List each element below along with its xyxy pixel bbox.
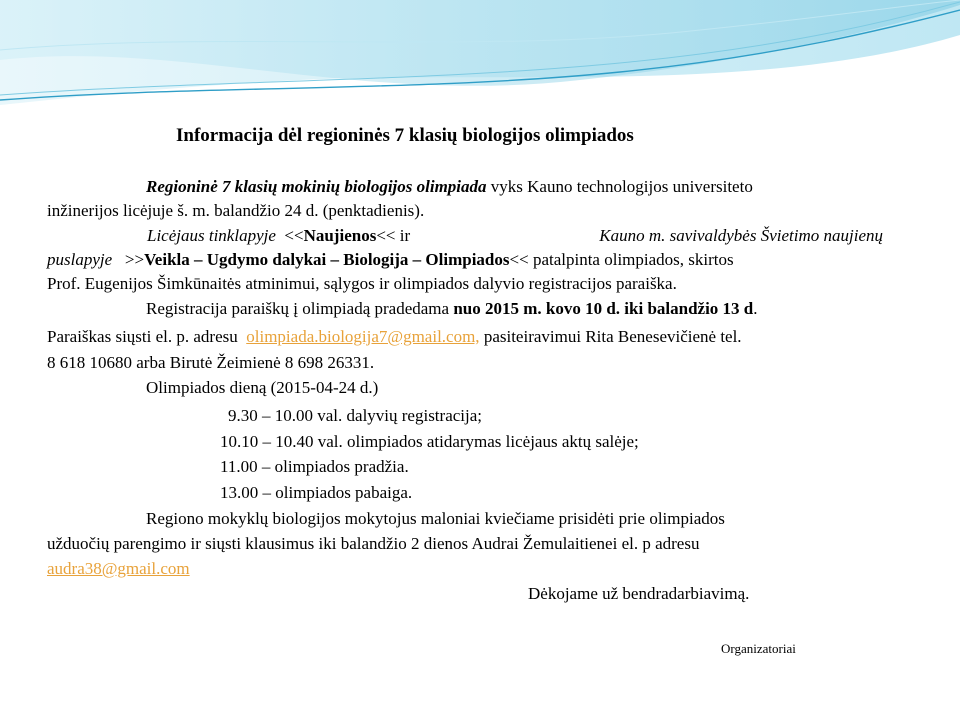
schedule-item: 9.30 – 10.00 val. dalyvių registracija; <box>228 406 482 425</box>
paragraph-2-line-1 <box>147 225 883 247</box>
news-section-label: Naujienos <box>303 226 377 245</box>
olympiad-day-heading: Olimpiados dieną (2015-04-24 d.) <box>146 378 379 397</box>
thanks-text: Dėkojame už bendradarbiavimą. <box>528 584 750 603</box>
page-text: puslapyje <box>47 250 113 269</box>
paragraph-3-line-3: 8 618 10680 arba Birutė Žeimienė 8 698 26331. <box>47 353 375 372</box>
email-intro: Paraiškas siųsti el. p. adresu <box>47 327 242 346</box>
registration-dates: nuo 2015 m. kovo 10 d. iki balandžio 13 d <box>453 299 754 318</box>
olympiad-email-link[interactable]: olimpiada.biologija7@gmail.com, <box>246 327 480 346</box>
olympiad-name: Regioninė 7 klasių mokinių biologijos olimpiada <box>146 177 487 196</box>
schedule-item: 11.00 – olimpiados pradžia. <box>220 457 409 476</box>
paragraph-2-line-2 <box>47 249 734 271</box>
paragraph-2-line-3: Prof. Eugenijos Šimkūnaitės atminimui, sąlygos ir olimpiados dalyvio registracijos paraiška. <box>47 274 677 293</box>
page-title: Informacija dėl regioninės 7 klasių biologijos olimpiados <box>176 125 634 146</box>
paragraph-1-line-2: inžinerijos licėjuje š. m. balandžio 24 d. (penktadienis). <box>47 201 425 220</box>
signature: Organizatoriai <box>721 641 796 656</box>
lyceum-website-text: Licėjaus tinklapyje <box>147 226 276 245</box>
schedule-item: 13.00 – olimpiados pabaiga. <box>220 483 413 502</box>
paragraph-3-line-2 <box>47 326 742 348</box>
paragraph-1-line-1 <box>146 176 753 198</box>
paragraph-3-line-1 <box>146 298 758 320</box>
contact-text: pasiteiravimui Rita Benesevičienė tel. <box>479 327 742 346</box>
paragraph-5-line-2: užduočių parengimo ir siųsti klausimus iki balandžio 2 dienos Audrai Žemulaitienei el. p adresu <box>47 534 700 553</box>
paragraph-1-text: vyks Kauno technologijos universiteto <box>486 177 753 196</box>
paragraph-2-text: << patalpinta olimpiados, skirtos <box>509 250 734 269</box>
navigation-path: Veikla – Ugdymo dalykai – Biologija – Olimpiados <box>144 250 510 269</box>
teacher-email-link[interactable]: audra38@gmail.com <box>47 559 190 578</box>
period: . <box>753 299 758 318</box>
arrow-and-text: << ir <box>376 226 411 245</box>
registration-text: Registracija paraiškų į olimpiadą pradedama <box>146 299 454 318</box>
municipality-text: Kauno m. savivaldybės Švietimo naujienų <box>599 226 883 245</box>
arrow-right-marker: >> <box>124 250 145 269</box>
paragraph-5-line-1: Regiono mokyklų biologijos mokytojus maloniai kviečiame prisidėti prie olimpiados <box>146 509 725 528</box>
schedule-item: 10.10 – 10.40 val. olimpiados atidarymas licėjaus aktų salėje; <box>220 432 639 451</box>
arrow-left-marker: << <box>284 226 304 245</box>
